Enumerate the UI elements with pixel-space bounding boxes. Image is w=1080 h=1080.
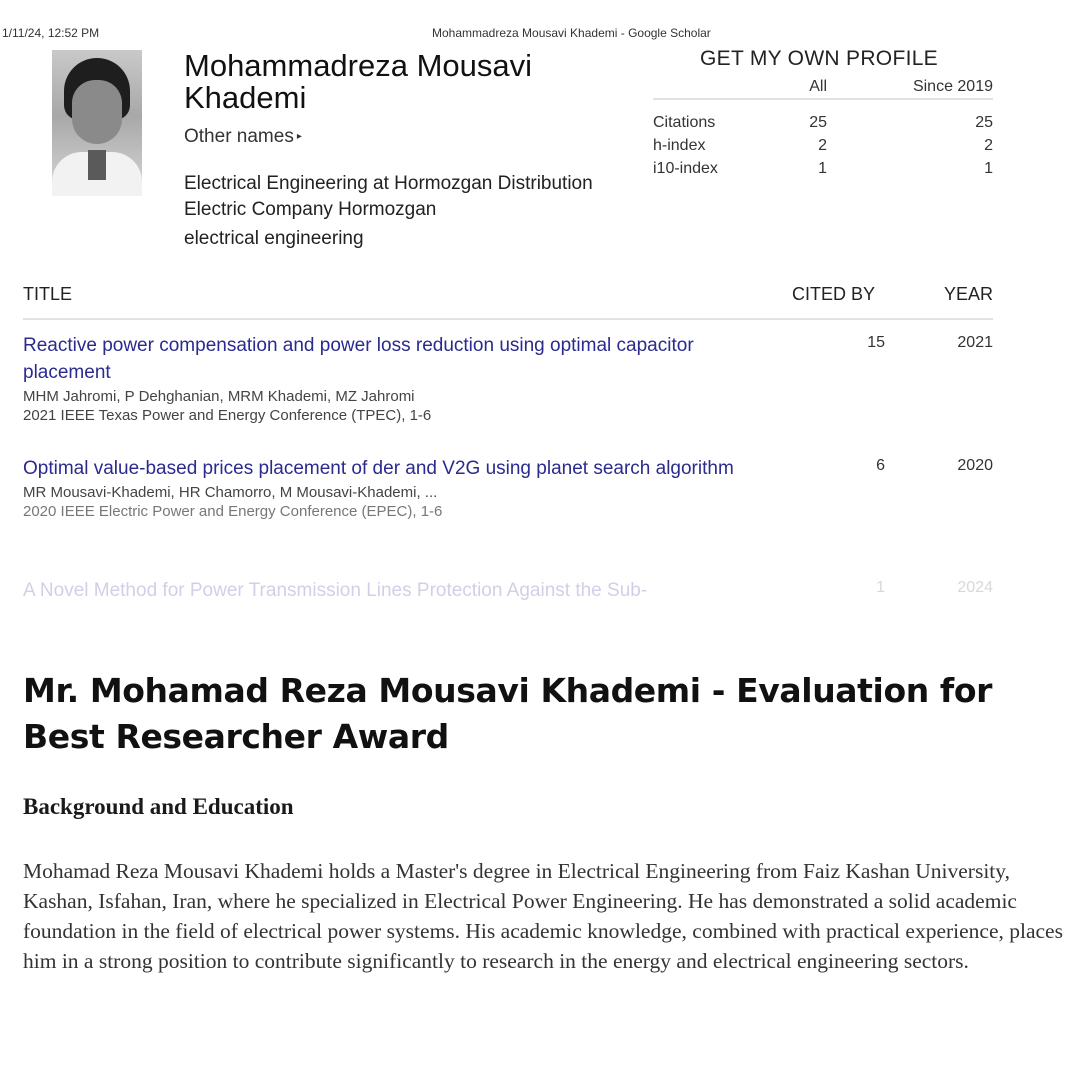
metrics-row-i10-index bbox=[653, 158, 993, 181]
metric-label[interactable]: h-index bbox=[653, 137, 706, 154]
profile-name: Mohammadreza Mousavi Khademi bbox=[184, 48, 533, 115]
metric-label[interactable]: i10-index bbox=[653, 160, 718, 177]
print-page-title: Mohammadreza Mousavi Khademi - Google Scholar bbox=[432, 26, 711, 40]
publication-title-link[interactable]: Reactive power compensation and power loss reduction using optimal capacitor placement bbox=[23, 335, 694, 383]
get-my-own-profile-button[interactable]: GET MY OWN PROFILE bbox=[700, 47, 938, 70]
metric-since: 25 bbox=[975, 114, 993, 131]
research-interest-link[interactable]: electrical engineering bbox=[184, 228, 364, 249]
document-title: Mr. Mohamad Reza Mousavi Khademi - Evaluation for Best Researcher Award bbox=[23, 671, 992, 756]
publication-title-link[interactable]: A Novel Method for Power Transmission Lines Protection Against the Sub- bbox=[23, 580, 648, 601]
publication-venue: 2020 IEEE Electric Power and Energy Conference (EPEC), 1-6 bbox=[23, 503, 443, 520]
other-names-label: Other names bbox=[184, 126, 294, 147]
metric-since: 1 bbox=[984, 160, 993, 177]
section-heading: Background and Education bbox=[23, 794, 294, 819]
metrics-col-all: All bbox=[809, 78, 827, 95]
sort-by-title[interactable]: TITLE bbox=[23, 284, 73, 304]
publication-row bbox=[23, 332, 993, 424]
metrics-header-row bbox=[653, 76, 993, 100]
sort-by-year[interactable]: YEAR bbox=[943, 284, 993, 304]
metrics-col-since: Since 2019 bbox=[912, 78, 993, 95]
body-paragraph: Mohamad Reza Mousavi Khademi holds a Master's degree in Electrical Engineering from Faiz Kashan University, Kashan, Isfahan, Iran, where he specialized in Electrical Power Engineering. He has demonstrated a solid academic foundation in the field of electrical power systems. His academic knowledge, combined with practical experience, places him in a strong position to contribute significantly to research in the energy and electrical engineering sectors. bbox=[23, 859, 1063, 973]
cited-by-count[interactable]: 1 bbox=[876, 579, 885, 596]
metric-all: 2 bbox=[818, 137, 827, 154]
publication-year: 2021 bbox=[957, 334, 993, 351]
publication-year: 2024 bbox=[957, 579, 993, 596]
cited-by-count[interactable]: 6 bbox=[876, 457, 885, 474]
profile-photo bbox=[52, 50, 142, 196]
sort-by-cited-by[interactable]: CITED BY bbox=[792, 284, 876, 304]
publication-row bbox=[23, 577, 993, 603]
publication-year: 2020 bbox=[957, 457, 993, 474]
metric-since: 2 bbox=[984, 137, 993, 154]
publication-venue: 2021 IEEE Texas Power and Energy Conference (TPEC), 1-6 bbox=[23, 407, 432, 424]
profile-affiliation: Electrical Engineering at Hormozgan Distribution Electric Company Hormozgan bbox=[184, 173, 593, 220]
publication-authors: MHM Jahromi, P Dehghanian, MRM Khademi, MZ Jahromi bbox=[23, 388, 415, 405]
other-names-link[interactable] bbox=[184, 126, 302, 148]
metrics-row-h-index bbox=[653, 135, 993, 158]
publication-authors: MR Mousavi-Khademi, HR Chamorro, M Mousavi-Khademi, ... bbox=[23, 484, 438, 501]
metric-label[interactable]: Citations bbox=[653, 114, 716, 131]
citation-metrics-table bbox=[653, 76, 993, 181]
publications-header bbox=[23, 282, 993, 320]
print-header bbox=[0, 26, 1080, 42]
publication-row bbox=[23, 455, 993, 520]
publication-title-link[interactable]: Optimal value-based prices placement of der and V2G using planet search algorithm bbox=[23, 458, 734, 479]
metric-all: 1 bbox=[818, 160, 827, 177]
metric-all: 25 bbox=[809, 114, 827, 131]
cited-by-count[interactable]: 15 bbox=[867, 334, 885, 351]
metrics-row-citations bbox=[653, 112, 993, 135]
triangle-right-icon: ▸ bbox=[296, 131, 302, 143]
print-timestamp: 1/11/24, 12:52 PM bbox=[2, 26, 100, 40]
